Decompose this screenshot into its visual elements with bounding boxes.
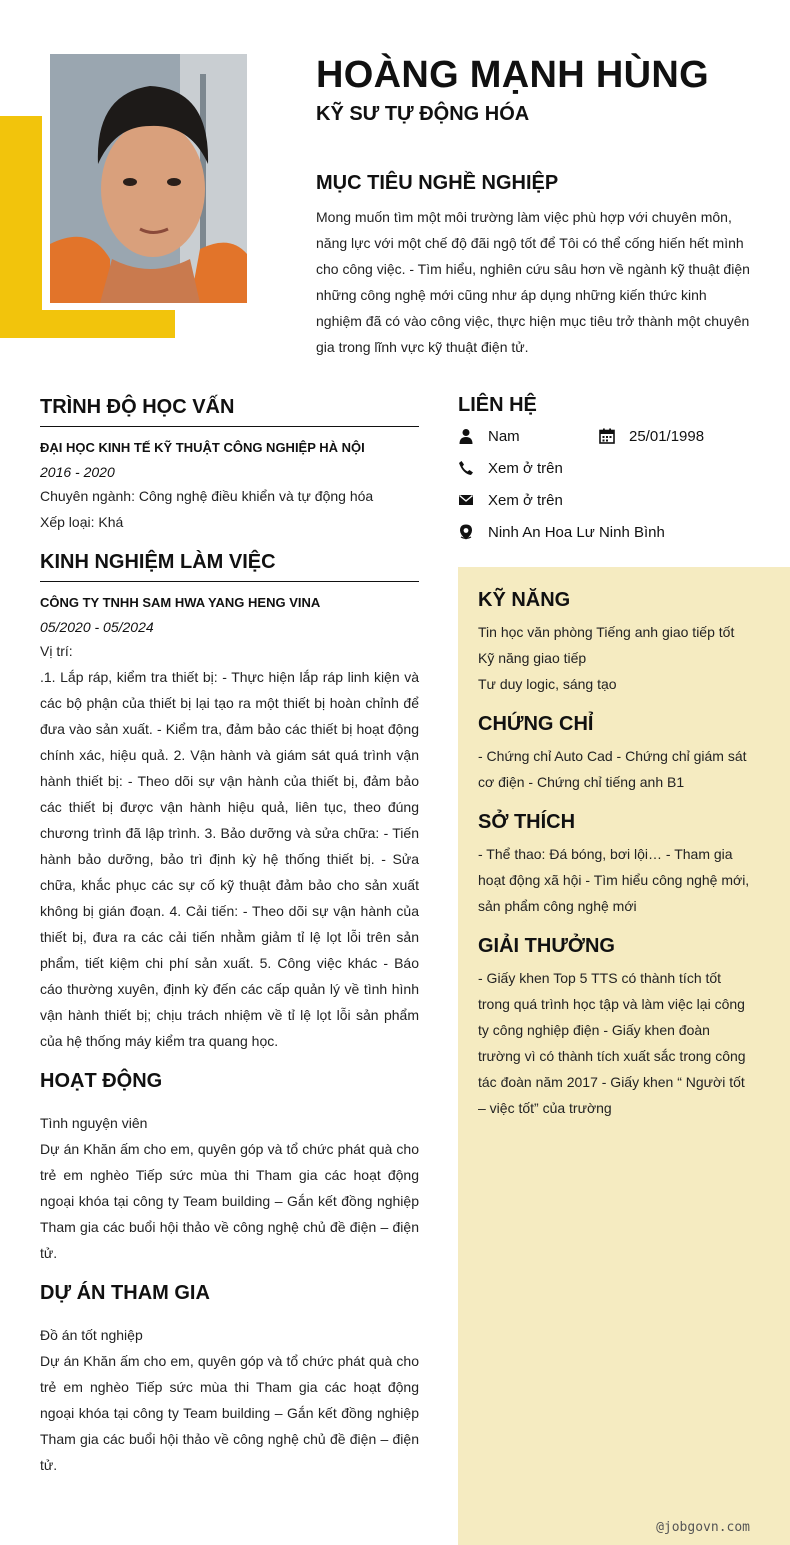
experience-period: 05/2020 - 05/2024 <box>40 619 154 635</box>
experience-position: Vị trí: <box>40 643 73 659</box>
contact-gender: Nam <box>488 427 520 445</box>
contact-dob: 25/01/1998 <box>629 427 705 445</box>
hobbies-heading: SỞ THÍCH <box>478 811 576 833</box>
contact-email-row <box>458 484 790 516</box>
hobbies-text: - Thể thao: Đá bóng, bơi lội… - Tham gia hoạt động xã hội - Tìm hiểu công nghệ mới, sản phẩm công nghệ mới <box>478 846 750 914</box>
skills-section <box>478 587 750 697</box>
divider <box>40 426 419 427</box>
certificates-text: - Chứng chỉ Auto Cad - Chứng chỉ giám sát cơ điện - Chứng chỉ tiếng anh B1 <box>478 748 747 790</box>
location-icon <box>458 524 488 540</box>
education-heading: TRÌNH ĐỘ HỌC VẤN <box>40 396 235 418</box>
phone-icon <box>458 460 488 476</box>
profile-photo <box>50 54 247 303</box>
skill-item: Tư duy logic, sáng tạo <box>478 676 617 692</box>
projects-heading: DỰ ÁN THAM GIA <box>40 1282 210 1304</box>
activities-text: Dự án Khăn ấm cho em, quyên góp và tổ chức phát quà cho trẻ em nghèo Tiếp sức mùa thi Tham gia các hoạt động ngoại khóa tại công ty Team building – Gắn kết đồng nghiệp Tham gia các buổi hội thảo về công nghệ chủ đề điện – điện tử. <box>40 1141 419 1261</box>
contact-email: Xem ở trên <box>488 491 563 509</box>
divider <box>40 581 419 582</box>
activities-heading: HOẠT ĐỘNG <box>40 1070 163 1092</box>
awards-section <box>478 933 750 1121</box>
contact-phone-row <box>458 452 790 484</box>
education-grade: Xếp loại: Khá <box>40 514 124 530</box>
contact-gender-row <box>458 420 790 452</box>
skill-item: Kỹ năng giao tiếp <box>478 650 587 666</box>
certificates-heading: CHỨNG CHỈ <box>478 713 594 735</box>
experience-section <box>40 549 419 1054</box>
email-icon <box>458 492 488 508</box>
activities-section <box>40 1068 419 1266</box>
objective-text: Mong muốn tìm một môi trường làm việc phù hợp với chuyên môn, năng lực với một chế độ đãi ngộ tốt để Tôi có thể cống hiến hết mình cho công việc. - Tìm hiểu, nghiên cứu sâu hơn về ngành kỹ thuật điện những công nghệ mới cũng như áp dụng những kiến thức kinh nghiệm đã có vào công việc, thực hiện mục tiêu trở thành một chuyên gia trong lĩnh vực kỹ thuật điện tử. <box>316 209 750 355</box>
skill-item: Tin học văn phòng Tiếng anh giao tiếp tốt <box>478 624 735 640</box>
side-panel <box>458 567 790 1545</box>
watermark: @jobgovn.com <box>656 1520 750 1535</box>
education-major: Chuyên ngành: Công nghệ điều khiển và tự động hóa <box>40 488 374 504</box>
education-period: 2016 - 2020 <box>40 464 115 480</box>
projects-text: Dự án Khăn ấm cho em, quyên góp và tổ chức phát quà cho trẻ em nghèo Tiếp sức mùa thi Tham gia các hoạt động ngoại khóa tại công ty Team building – Gắn kết đồng nghiệp Tham gia các buổi hội thảo về công nghệ chủ đề điện – điện tử. <box>40 1353 419 1473</box>
company-name: CÔNG TY TNHH SAM HWA YANG HENG VINA <box>40 595 321 610</box>
education-section <box>40 394 419 535</box>
activities-role: Tình nguyện viên <box>40 1115 148 1131</box>
contact-phone: Xem ở trên <box>488 459 563 477</box>
objective-heading: MỤC TIÊU NGHỀ NGHIỆP <box>316 172 559 194</box>
experience-heading: KINH NGHIỆM LÀM VIỆC <box>40 551 276 573</box>
calendar-icon <box>599 428 629 444</box>
objective-section <box>316 170 752 360</box>
contact-dob-group <box>599 420 704 452</box>
job-title: KỸ SƯ TỰ ĐỘNG HÓA <box>316 103 530 125</box>
hobbies-section <box>478 809 750 919</box>
projects-section <box>40 1280 419 1478</box>
left-column <box>40 394 419 1492</box>
contact-address-row <box>458 516 790 548</box>
awards-heading: GIẢI THƯỞNG <box>478 935 615 957</box>
projects-role: Đồ án tốt nghiệp <box>40 1327 143 1343</box>
skills-heading: KỸ NĂNG <box>478 589 571 611</box>
contact-address: Ninh An Hoa Lư Ninh Bình <box>488 523 665 541</box>
certificates-section <box>478 711 750 795</box>
contact-section <box>458 392 790 548</box>
full-name: HOÀNG MẠNH HÙNG <box>316 54 709 96</box>
school-name: ĐẠI HỌC KINH TẾ KỸ THUẬT CÔNG NGHIỆP HÀ NỘI <box>40 440 365 455</box>
experience-description: .1. Lắp ráp, kiểm tra thiết bị: - Thực hiện lắp ráp linh kiện và các bộ phận của thiết bị lại tạo ra một thiết bị hoàn chỉnh để đưa vào sản xuất. - Kiểm tra, đảm bảo các thiết bị hoạt động chính xác, hiệu quả. 2. Vận hành và giám sát quá trình vận hành thiết bị: - Theo dõi sự vận hành của thiết bị, đảm bảo các thiết bị được vận hành hiệu quả, liên tục, theo đúng chương trình đã lập trình. 3. Bảo dưỡng và sửa chữa: - Tiến hành bảo dưỡng, bảo trì định kỳ hệ thống thiết bị. - Sửa chữa, khắc phục các sự cố kỹ thuật đảm bảo cho sản xuất không bị gián đoạn. 4. Cải tiến: - Theo dõi sự vận hành của thiết bị, đưa ra các cải tiến nhằm giảm tỉ lệ lọt lỗi trên sản phẩm, tiết kiệm chi phí sản xuất. 5. Công việc khác - Báo cáo thường xuyên, định kỳ đến các cấp quản lý về tình hình vận hành thiết bị; chịu trách nhiệm về tỉ lệ lọt lỗi sản phẩm của hệ thống máy kiểm tra quang học. <box>40 669 419 1049</box>
contact-heading: LIÊN HỆ <box>458 394 537 416</box>
person-icon <box>458 428 488 444</box>
awards-text: - Giấy khen Top 5 TTS có thành tích tốt trong quá trình học tập và làm việc lại công ty công nghiệp điện - Giấy khen đoàn trường vì có thành tích xuất sắc trong công tác đoàn năm 2017 - Giấy khen “ Người tốt – việc tốt” của trường <box>478 970 746 1116</box>
